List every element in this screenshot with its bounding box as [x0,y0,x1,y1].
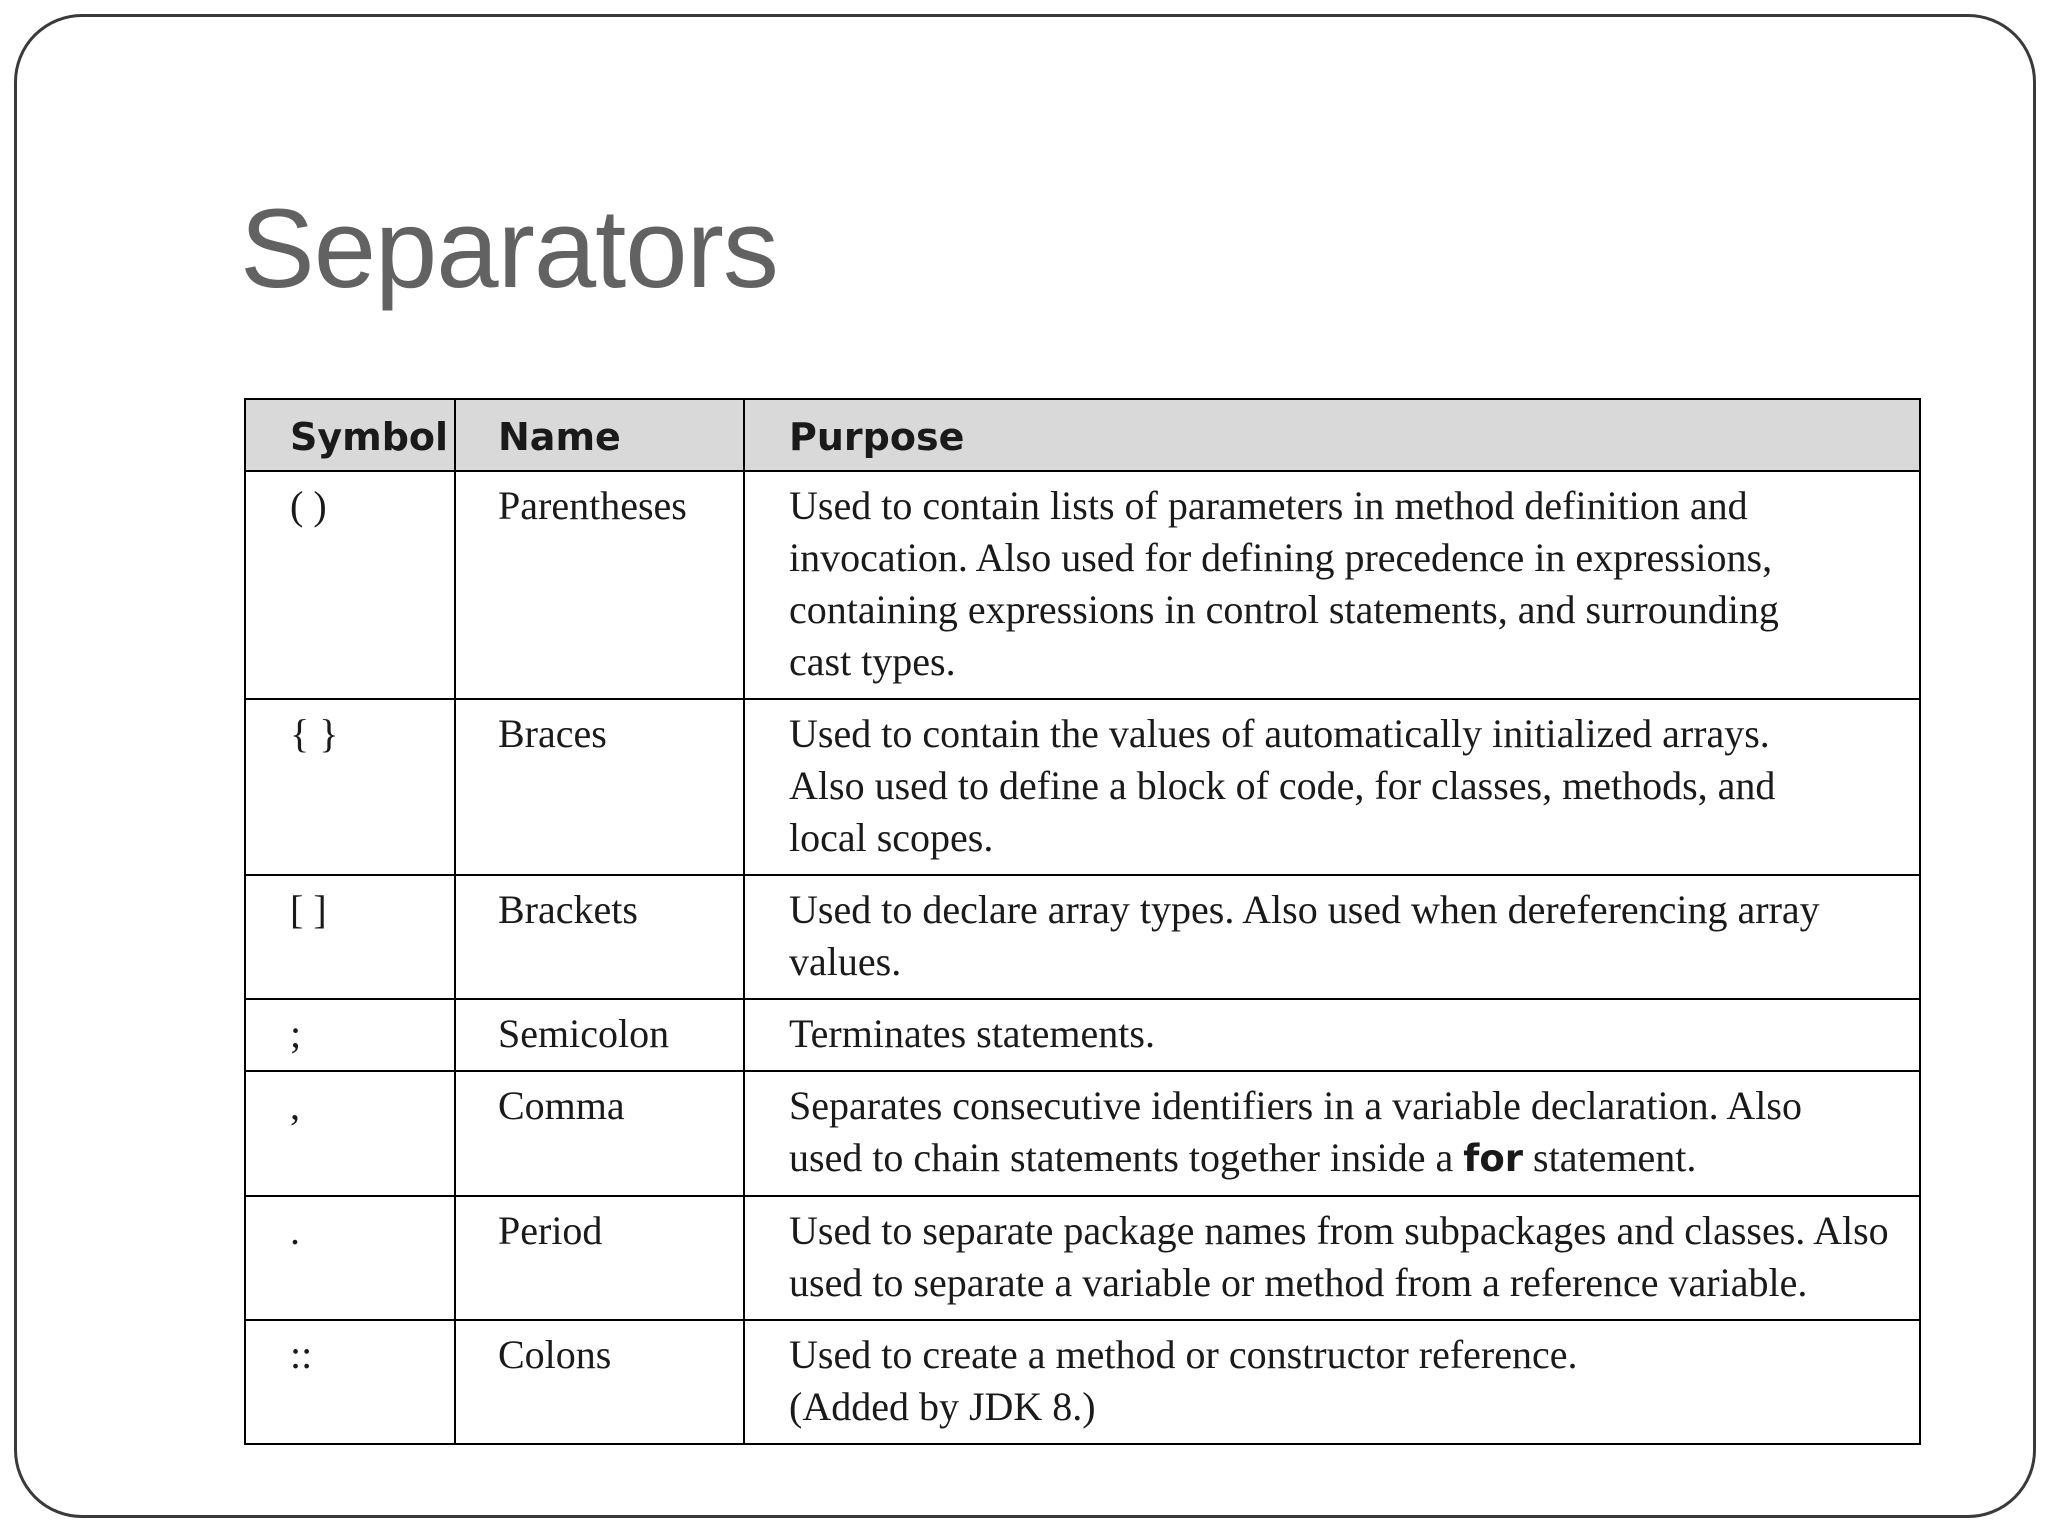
purpose-line: Terminates statements. [789,1011,1155,1056]
symbol-cell: ( ) [245,471,455,699]
purpose-line: Used to create a method or constructor reference. [789,1332,1578,1377]
table-row [245,875,1920,999]
header-purpose: Purpose [744,399,1920,471]
table-row [245,1196,1920,1320]
symbol-cell: :: [245,1320,455,1444]
name-cell: Semicolon [455,999,744,1071]
separators-table-container [244,398,1919,1445]
purpose-cell [744,699,1920,875]
name-cell: Period [455,1196,744,1320]
purpose-line: (Added by JDK 8.) [789,1384,1096,1429]
purpose-line: Also used to define a block of code, for classes, methods, and [789,763,1776,808]
name-cell: Parentheses [455,471,744,699]
symbol-cell: , [245,1071,455,1196]
purpose-line: invocation. Also used for defining precedence in expressions, [789,535,1773,580]
purpose-line: values. [789,939,902,984]
name-cell: Braces [455,699,744,875]
purpose-line: local scopes. [789,815,994,860]
purpose-cell [744,1320,1920,1444]
name-cell: Colons [455,1320,744,1444]
table-row [245,699,1920,875]
table-row [245,1320,1920,1444]
symbol-cell: . [245,1196,455,1320]
purpose-line: Used to separate package names from subpackages and classes. Also [789,1208,1889,1253]
purpose-line: Used to contain lists of parameters in method definition and [789,483,1748,528]
table-header-row [245,399,1920,471]
for-keyword: for [1463,1137,1524,1180]
purpose-line: Used to contain the values of automatically initialized arrays. [789,711,1770,756]
purpose-text: used to chain statements together inside a [789,1135,1464,1180]
table-row [245,1071,1920,1196]
purpose-line: used to separate a variable or method from a reference variable. [789,1260,1808,1305]
purpose-text: statement. [1523,1135,1697,1180]
purpose-line: containing expressions in control statements, and surrounding [789,587,1779,632]
purpose-line: Separates consecutive identifiers in a variable declaration. Also [789,1083,1802,1128]
header-name: Name [455,399,744,471]
purpose-cell [744,1196,1920,1320]
slide-frame [14,14,2036,1518]
slide-title: Separators [240,186,778,311]
separators-table [244,398,1921,1445]
symbol-cell: [ ] [245,875,455,999]
purpose-line: Used to declare array types. Also used when dereferencing array [789,887,1820,932]
purpose-cell [744,471,1920,699]
table-row [245,471,1920,699]
symbol-cell: ; [245,999,455,1071]
purpose-cell [744,1071,1920,1196]
purpose-line [789,1132,1895,1185]
symbol-cell: { } [245,699,455,875]
purpose-cell [744,875,1920,999]
header-symbol: Symbol [245,399,455,471]
purpose-line: cast types. [789,639,956,684]
table-row [245,999,1920,1071]
name-cell: Brackets [455,875,744,999]
name-cell: Comma [455,1071,744,1196]
purpose-cell [744,999,1920,1071]
